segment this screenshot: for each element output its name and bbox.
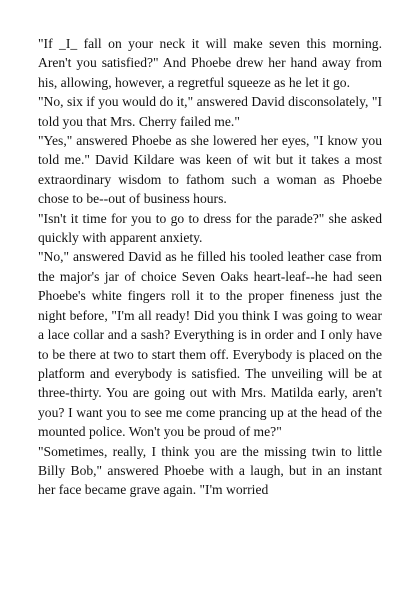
paragraph-2: "No, six if you would do it," answered David disconsolately, "I told you that Mrs. Cherry failed me." bbox=[38, 94, 382, 129]
paragraph-3: "Yes," answered Phoebe as she lowered her eyes, "I know you told me." David Kildare was keen of wit but it takes a most extraordinary wisdom to fathom such a woman as Phoebe chose to be--out of business hours. bbox=[38, 133, 382, 207]
paragraph-5: "No," answered David as he filled his tooled leather case from the major's jar of choice Seven Oaks heart-leaf--he had seen Phoebe's white fingers roll it to the proper fineness just the night before, "I'm all ready! Did you think I was going to wear a lace collar and a sash? Everything is in order and I only have to be there at two to start them off. Everybody is placed on the platform and everybody is satisfied. The unveiling will be at three-thirty. You are going out with Mrs. Matilda early, aren't you? I want you to see me come prancing up at the head of the mounted police. Won't you be proud of me?" bbox=[38, 249, 382, 440]
paragraph-4: "Isn't it time for you to go to dress for the parade?" she asked quickly with apparent anxiety. bbox=[38, 210, 382, 246]
document-page bbox=[38, 34, 382, 500]
paragraph-1: "If _I_ fall on your neck it will make seven this morning. Aren't you satisfied?" And Phoebe drew her hand away from his, allowing, however, a regretful squeeze as he let it go. bbox=[38, 36, 382, 90]
paragraph-6: "Sometimes, really, I think you are the missing twin to little Billy Bob," answered Phoebe with a laugh, but in an instant her face became grave again. "I'm worried bbox=[38, 443, 382, 498]
